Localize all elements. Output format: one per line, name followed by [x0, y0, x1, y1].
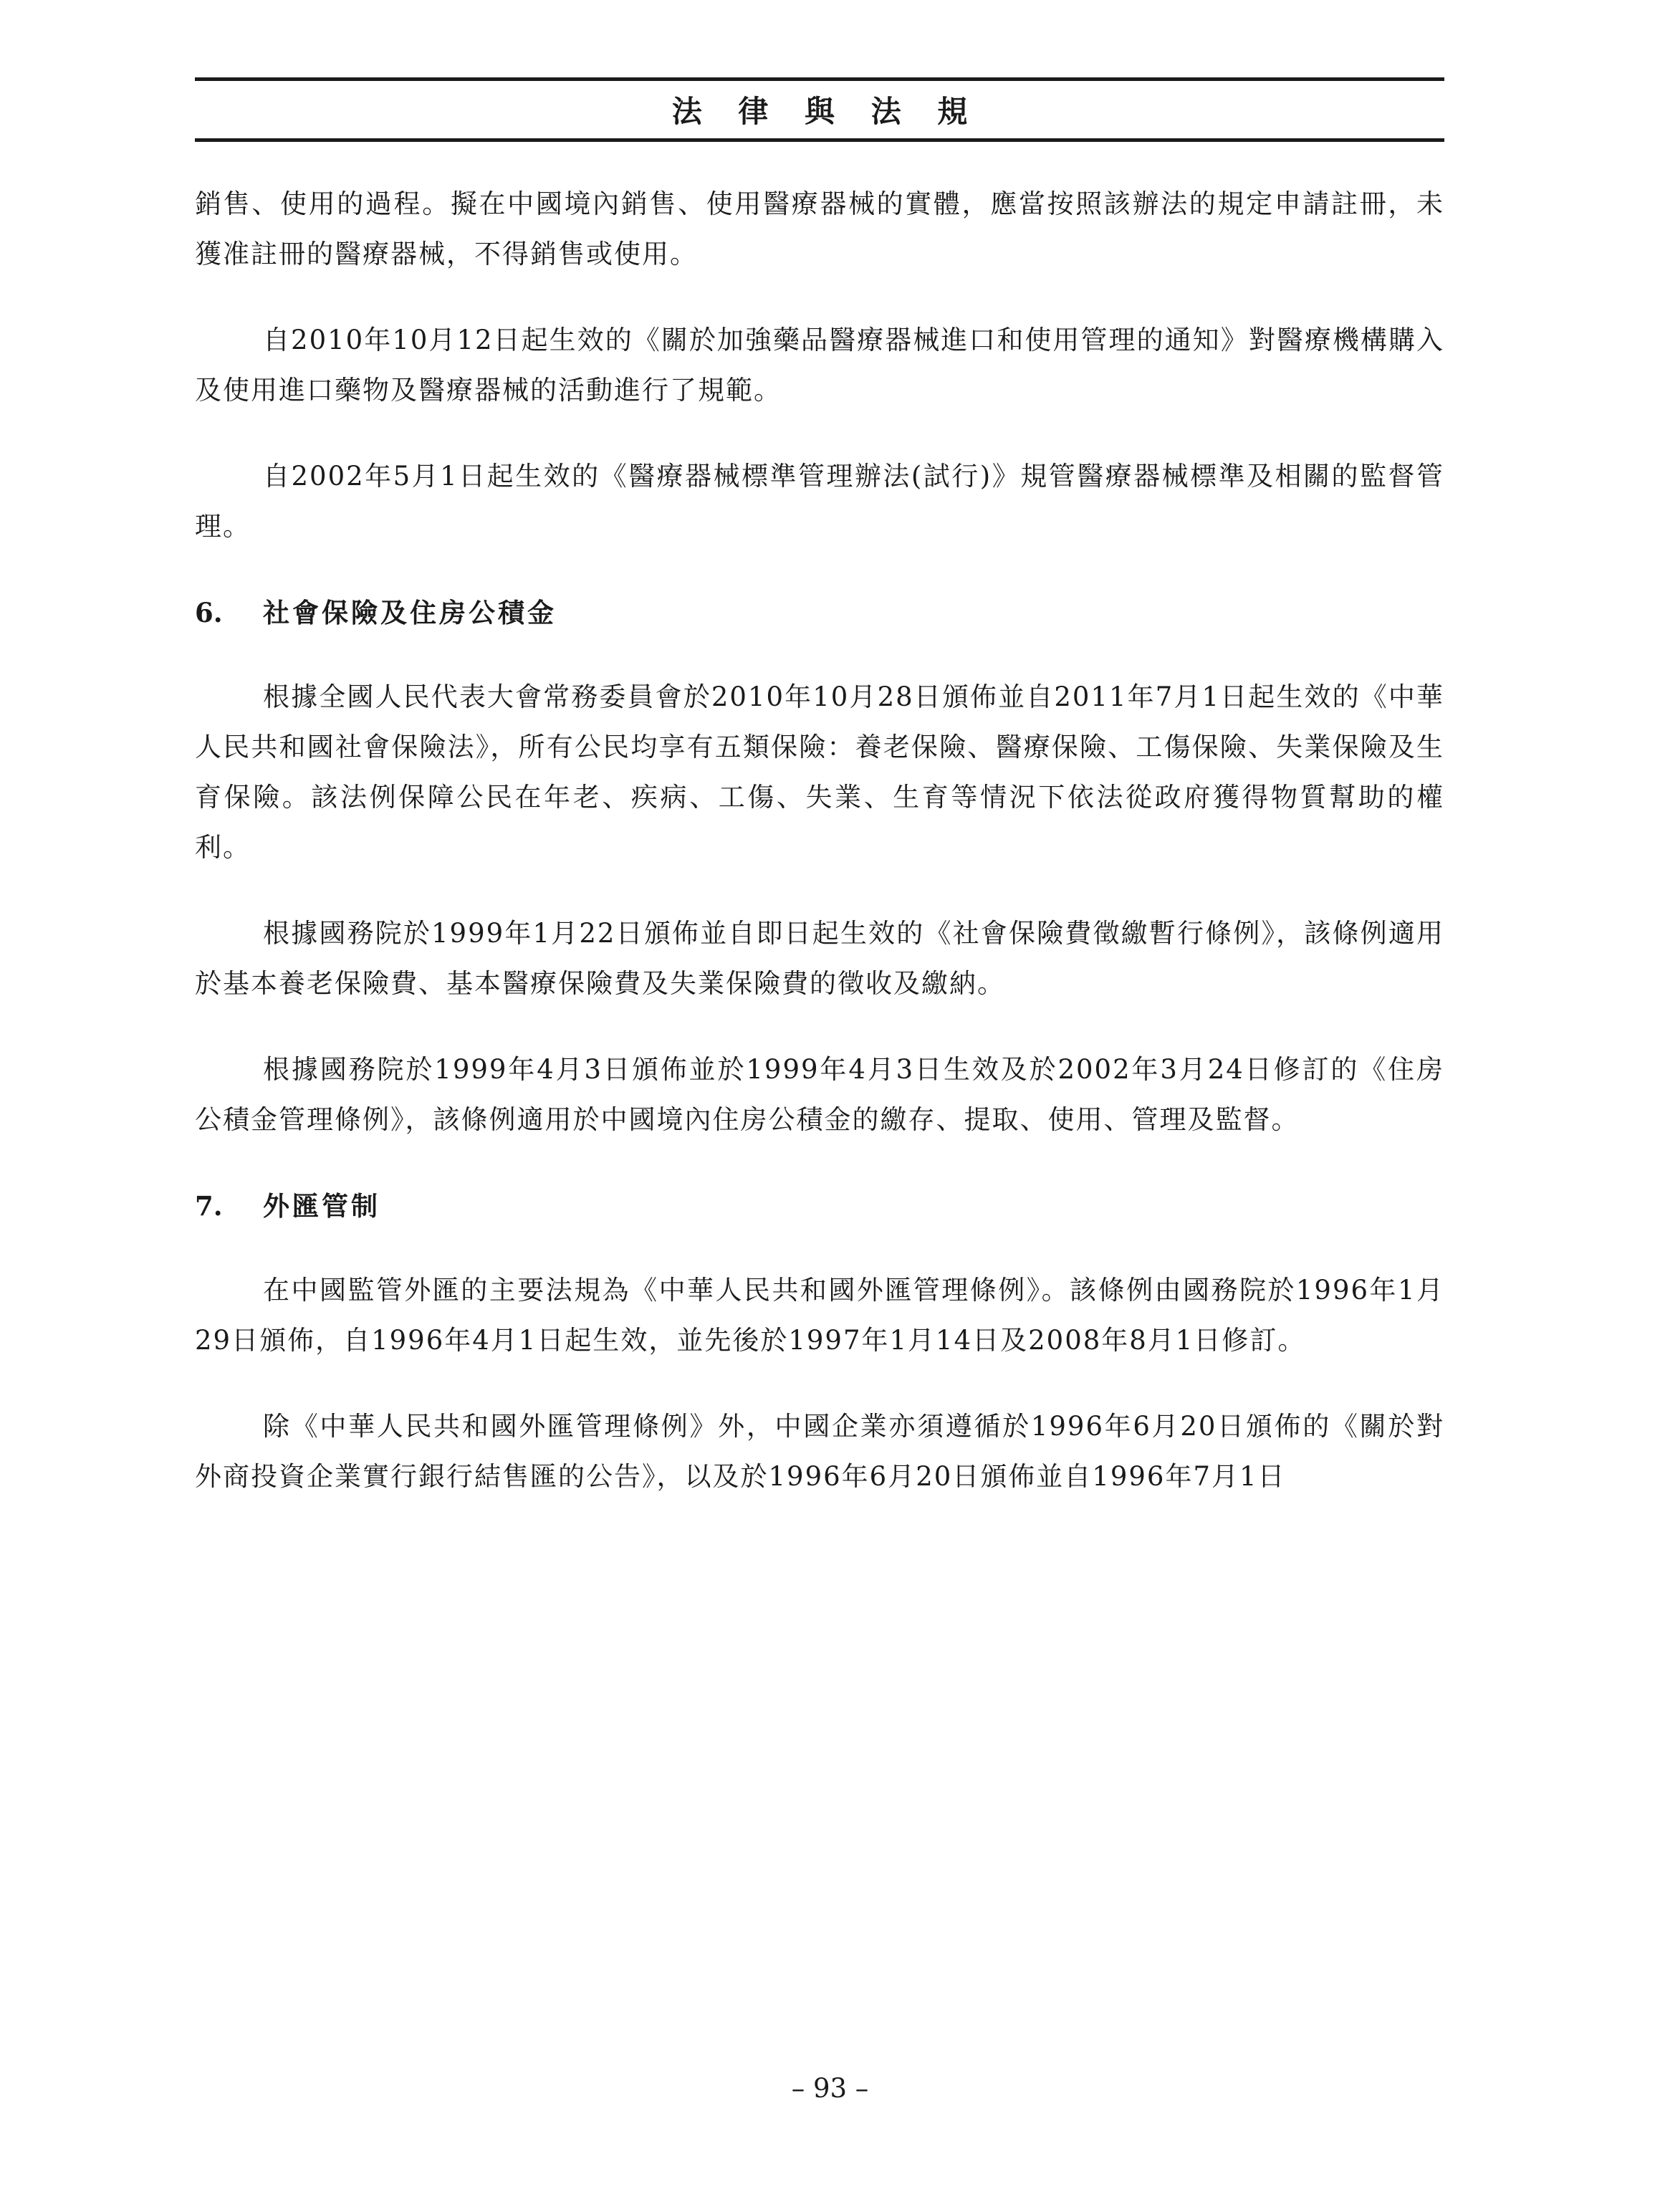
paragraph-import-notice: 自2010年10月12日起生效的《關於加強藥品醫療器械進口和使用管理的通知》對醫療機構購入及使用進口藥物及醫療器械的活動進行了規範。: [195, 325, 1444, 406]
paragraph-forex-regulations: 在中國監管外匯的主要法規為《中華人民共和國外匯管理條例》。該條例由國務院於1996年1月29日頒佈，自1996年4月1日起生效，並先後於1997年1月14日及2008年8月1日修訂。: [195, 1275, 1444, 1356]
document-body: [195, 179, 1444, 1538]
section-title: 外匯管制: [263, 1190, 380, 1222]
section-number: 7.: [195, 1190, 223, 1222]
header-title: 法 律 與 法 規: [671, 94, 981, 129]
paragraph-standards: 自2002年5月1日起生效的《醫療器械標準管理辦法(試行)》規管醫療器械標準及相關的監督管理。: [195, 461, 1444, 542]
page-header: [195, 77, 1444, 142]
paragraph-social-insurance-regulations: 根據國務院於1999年1月22日頒佈並自即日起生效的《社會保險費徵繳暫行條例》，該條例適用於基本養老保險費、基本醫療保險費及失業保險費的徵收及繳納。: [195, 918, 1444, 999]
paragraph-housing-fund: 根據國務院於1999年4月3日頒佈並於1999年4月3日生效及於2002年3月24日修訂的《住房公積金管理條例》，該條例適用於中國境內住房公積金的繳存、提取、使用、管理及監督。: [195, 1054, 1444, 1135]
section-heading-foreign-exchange: [195, 1181, 1444, 1231]
section-heading-social-insurance: [195, 588, 1444, 638]
paragraph-continued: 銷售、使用的過程。擬在中國境內銷售、使用醫療器械的實體，應當按照該辦法的規定申請註冊，未獲准註冊的醫療器械，不得銷售或使用。: [195, 188, 1444, 269]
paragraph-forex-settlement: 除《中華人民共和國外匯管理條例》外，中國企業亦須遵循於1996年6月20日頒佈的《關於對外商投資企業實行銀行結售匯的公告》，以及於1996年6月20日頒佈並自1996年7月1日: [195, 1411, 1444, 1492]
section-title: 社會保險及住房公積金: [263, 597, 557, 628]
paragraph-social-insurance-law: 根據全國人民代表大會常務委員會於2010年10月28日頒佈並自2011年7月1日起生效的《中華人民共和國社會保險法》，所有公民均享有五類保險：養老保險、醫療保險、工傷保險、失業保險及生育保險。該法例保障公民在年老、疾病、工傷、失業、生育等情況下依法從政府獲得物質幫助的權利。: [195, 681, 1444, 863]
section-number: 6.: [195, 597, 223, 628]
page-number: – 93 –: [791, 2073, 869, 2104]
